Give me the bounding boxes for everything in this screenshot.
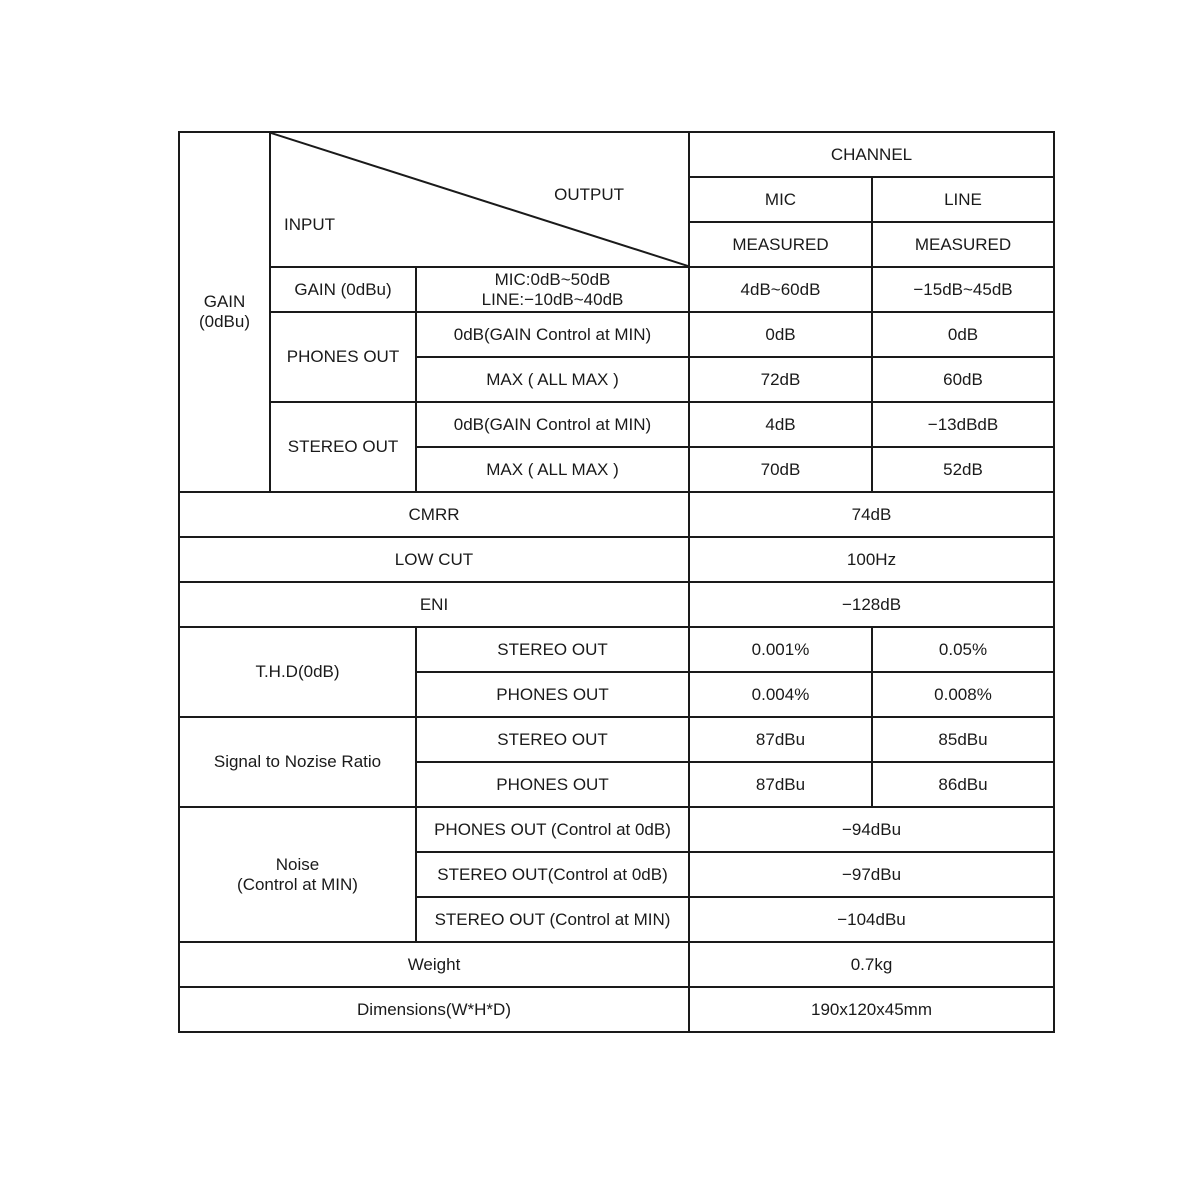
snr-phones-label: PHONES OUT	[416, 762, 689, 807]
weight-value: 0.7kg	[689, 942, 1054, 987]
phones-cond-min: 0dB(GAIN Control at MIN)	[416, 312, 689, 357]
noise-stereo-min-value: −104dBu	[689, 897, 1054, 942]
phones-max-line-value: 60dB	[872, 357, 1054, 402]
eni-value: −128dB	[689, 582, 1054, 627]
gain-group-cell	[179, 132, 270, 492]
dimensions-value: 190x120x45mm	[689, 987, 1054, 1032]
line-header: LINE	[872, 177, 1054, 222]
cmrr-label: CMRR	[179, 492, 689, 537]
weight-label: Weight	[179, 942, 689, 987]
mic-measured-header: MEASURED	[689, 222, 872, 267]
gain-group-label: GAIN	[203, 292, 246, 311]
phones-out-label: PHONES OUT	[270, 312, 416, 402]
stereo-max-line-value: 52dB	[872, 447, 1054, 492]
noise-stereo-0db-label: STEREO OUT(Control at 0dB)	[416, 852, 689, 897]
low-cut-label: LOW CUT	[179, 537, 689, 582]
input-output-header	[270, 132, 689, 267]
low-cut-value: 100Hz	[689, 537, 1054, 582]
snr-stereo-line-value: 85dBu	[872, 717, 1054, 762]
stereo-cond-min: 0dB(GAIN Control at MIN)	[416, 402, 689, 447]
gain-group-unit: (0dBu)	[198, 312, 251, 331]
thd-phones-label: PHONES OUT	[416, 672, 689, 717]
stereo-out-label: STEREO OUT	[270, 402, 416, 492]
thd-stereo-line-value: 0.05%	[872, 627, 1054, 672]
gain-range-mic: MIC:0dB~50dB	[494, 269, 611, 289]
gain-range-line: LINE:−10dB~40dB	[481, 289, 624, 309]
noise-phones-0db-value: −94dBu	[689, 807, 1054, 852]
noise-stereo-0db-value: −97dBu	[689, 852, 1054, 897]
thd-label: T.H.D(0dB)	[179, 627, 416, 717]
phones-max-mic-value: 72dB	[689, 357, 872, 402]
noise-label: Noise	[275, 854, 320, 874]
snr-stereo-label: STEREO OUT	[416, 717, 689, 762]
spec-table	[178, 131, 1055, 1033]
gain-mic-value: 4dB~60dB	[689, 267, 872, 312]
dimensions-label: Dimensions(W*H*D)	[179, 987, 689, 1032]
snr-label: Signal to Nozise Ratio	[179, 717, 416, 807]
noise-label-cell	[179, 807, 416, 942]
thd-stereo-mic-value: 0.001%	[689, 627, 872, 672]
stereo-max-mic-value: 70dB	[689, 447, 872, 492]
snr-stereo-mic-value: 87dBu	[689, 717, 872, 762]
snr-phones-mic-value: 87dBu	[689, 762, 872, 807]
eni-label: ENI	[179, 582, 689, 627]
channel-header: CHANNEL	[689, 132, 1054, 177]
noise-stereo-min-label: STEREO OUT (Control at MIN)	[416, 897, 689, 942]
mic-header: MIC	[689, 177, 872, 222]
phones-min-line-value: 0dB	[872, 312, 1054, 357]
noise-phones-0db-label: PHONES OUT (Control at 0dB)	[416, 807, 689, 852]
stereo-cond-max: MAX ( ALL MAX )	[416, 447, 689, 492]
gain-line-value: −15dB~45dB	[872, 267, 1054, 312]
cmrr-value: 74dB	[689, 492, 1054, 537]
thd-phones-mic-value: 0.004%	[689, 672, 872, 717]
noise-condition: (Control at MIN)	[237, 874, 358, 894]
input-label: INPUT	[284, 215, 335, 234]
output-label: OUTPUT	[554, 185, 624, 204]
thd-stereo-label: STEREO OUT	[416, 627, 689, 672]
gain-range-cell	[416, 267, 689, 312]
line-measured-header: MEASURED	[872, 222, 1054, 267]
snr-phones-line-value: 86dBu	[872, 762, 1054, 807]
diagonal-divider	[271, 133, 688, 266]
thd-phones-line-value: 0.008%	[872, 672, 1054, 717]
stereo-min-line-value: −13dBdB	[872, 402, 1054, 447]
phones-cond-max: MAX ( ALL MAX )	[416, 357, 689, 402]
gain-row-label: GAIN (0dBu)	[270, 267, 416, 312]
phones-min-mic-value: 0dB	[689, 312, 872, 357]
stereo-min-mic-value: 4dB	[689, 402, 872, 447]
